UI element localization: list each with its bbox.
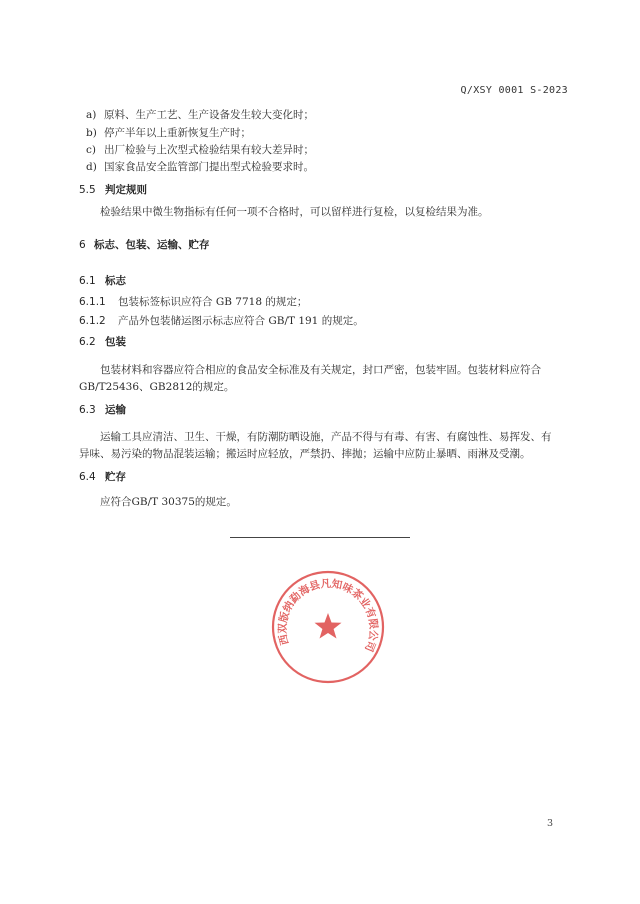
paragraph-line: 包装材料和容器应符合相应的食品安全标准及有关规定，封口严密，包装牢固。包装材料应符合 bbox=[100, 364, 541, 376]
clause-text: 包装标签标识应符合 GB 7718 的规定； bbox=[118, 296, 308, 308]
section-heading-6 bbox=[79, 237, 210, 252]
list-marker: a) bbox=[86, 109, 97, 121]
paragraph: 应符合GB/T 30375的规定。 bbox=[100, 496, 237, 508]
paragraph-line: 异味、易污染的物品混装运输；搬运时应轻放，严禁扔、摔抛；运输中应防止暴晒、雨淋及受潮。 bbox=[79, 448, 531, 460]
document-code: Q/XSY 0001 S-2023 bbox=[460, 85, 568, 96]
section-number: 6.2 bbox=[79, 336, 96, 348]
page-number: 3 bbox=[547, 818, 554, 829]
section-number: 6.4 bbox=[79, 471, 96, 483]
paragraph: 检验结果中微生物指标有任何一项不合格时，可以留样进行复检，以复检结果为准。 bbox=[100, 206, 489, 218]
seal-stamp-icon bbox=[268, 567, 388, 687]
section-heading-6-1 bbox=[79, 273, 126, 288]
section-title: 包装 bbox=[105, 336, 126, 348]
paragraph-line: 运输工具应清洁、卫生、干燥，有防潮防晒设施，产品不得与有毒、有害、有腐蚀性、易挥发、有 bbox=[100, 431, 552, 443]
section-title: 贮存 bbox=[105, 471, 126, 483]
company-seal bbox=[268, 567, 388, 687]
clause-6-1-2 bbox=[79, 312, 364, 331]
section-heading-6-4 bbox=[79, 469, 126, 484]
list-marker: b) bbox=[86, 127, 97, 139]
clause-number: 6.1.1 bbox=[79, 296, 106, 308]
seal-text: 西双版纳勐海县凡知味茶业有限公司 bbox=[276, 577, 380, 654]
section-title: 判定规则 bbox=[105, 184, 147, 196]
section-title: 标志、包装、运输、贮存 bbox=[94, 239, 210, 251]
list-text: 国家食品安全监管部门提出型式检验要求时。 bbox=[104, 161, 314, 173]
list-item bbox=[86, 108, 314, 122]
list-marker: d) bbox=[86, 161, 97, 173]
list-item bbox=[86, 126, 251, 140]
list-text: 原料、生产工艺、生产设备发生较大变化时； bbox=[104, 109, 314, 121]
list-marker: c) bbox=[86, 144, 96, 156]
section-number: 5.5 bbox=[79, 184, 96, 196]
section-heading-5-5 bbox=[79, 182, 147, 197]
section-number: 6.3 bbox=[79, 404, 96, 416]
clause-6-1-1 bbox=[79, 293, 307, 312]
section-number: 6.1 bbox=[79, 275, 96, 287]
end-rule bbox=[230, 537, 410, 538]
clause-text: 产品外包装储运图示标志应符合 GB/T 191 的规定。 bbox=[118, 315, 364, 327]
clause-number: 6.1.2 bbox=[79, 315, 106, 327]
section-title: 标志 bbox=[105, 275, 126, 287]
paragraph-line: GB/T25436、GB2812的规定。 bbox=[79, 381, 235, 393]
list-item bbox=[86, 143, 314, 157]
section-title: 运输 bbox=[105, 404, 126, 416]
list-item bbox=[86, 160, 314, 174]
section-heading-6-2 bbox=[79, 334, 126, 349]
list-text: 停产半年以上重新恢复生产时； bbox=[104, 127, 251, 139]
list-text: 出厂检验与上次型式检验结果有较大差异时； bbox=[104, 144, 314, 156]
section-number: 6 bbox=[79, 239, 86, 251]
section-heading-6-3 bbox=[79, 402, 126, 417]
